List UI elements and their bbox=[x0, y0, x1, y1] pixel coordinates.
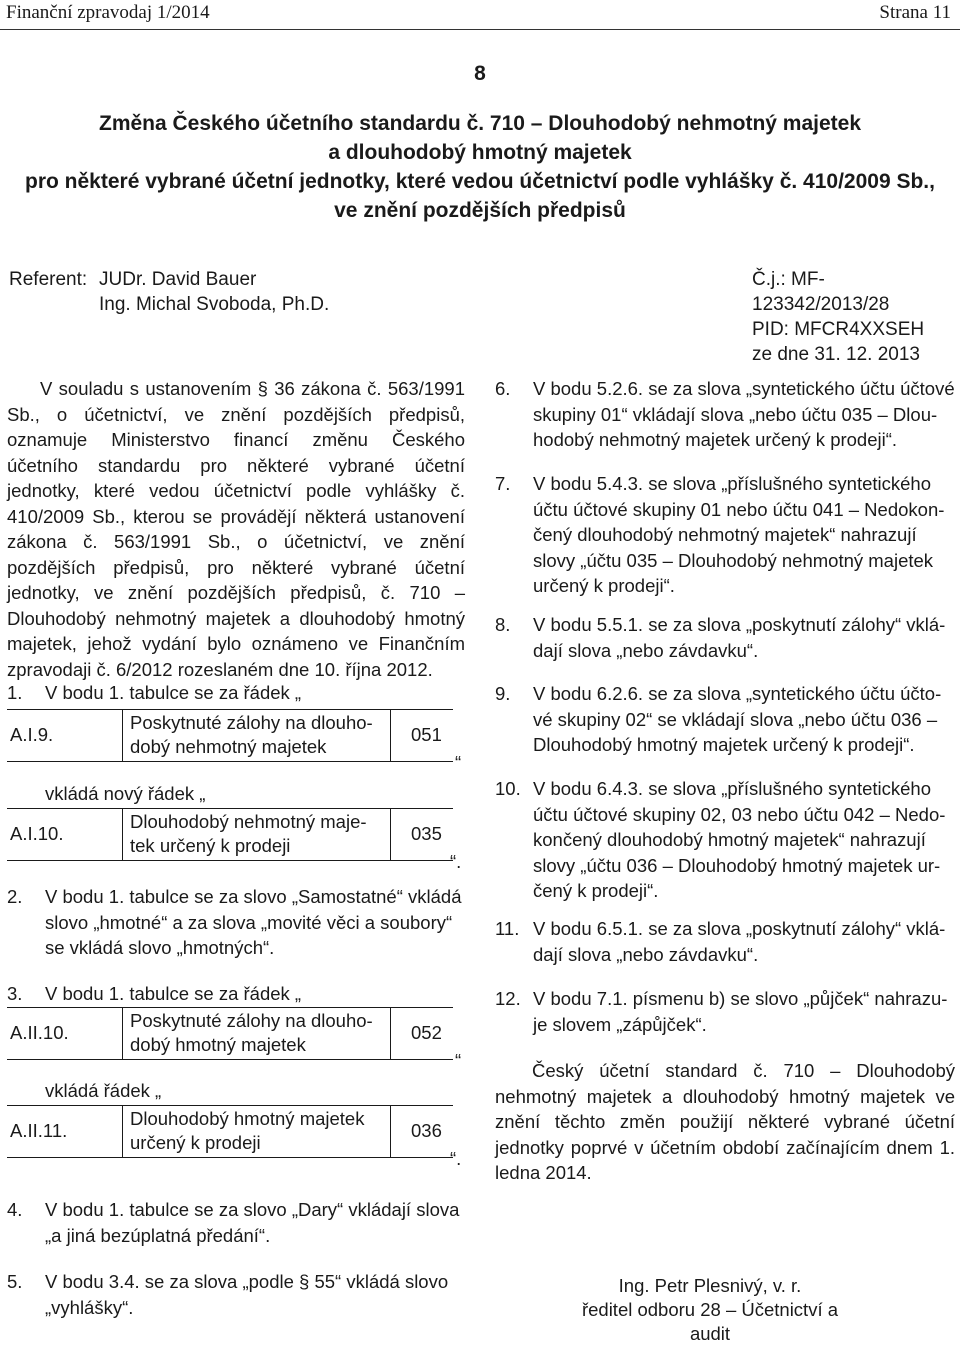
referent-name: JUDr. David Bauer bbox=[99, 269, 257, 290]
closing-quote: “. bbox=[450, 1148, 462, 1169]
table-border bbox=[7, 1007, 453, 1008]
item-line: účtu účtové skupiny 02, 03 nebo účtu 042 – Nedo- bbox=[533, 803, 946, 825]
table-border bbox=[122, 1105, 123, 1157]
referent-label: Referent: bbox=[9, 269, 88, 290]
item-line: slovy „účtu 036 – Dlouhodobý hmotný majetek ur- bbox=[533, 854, 941, 876]
table-value: 036 bbox=[411, 1120, 442, 1141]
item-line: čený dlouhodobý nehmotný majetek“ nahrazují bbox=[533, 524, 917, 545]
table-border bbox=[390, 1105, 391, 1157]
table-label bbox=[130, 711, 373, 759]
item-text: V bodu 1. tabulce se za řádek „ bbox=[45, 682, 302, 703]
table-code: A.II.11. bbox=[10, 1120, 68, 1141]
item-line: končený dlouhodobý hmotný majetek“ nahrazují bbox=[533, 829, 926, 850]
closing-quote: “. bbox=[450, 851, 462, 872]
item-number: 3. bbox=[7, 983, 23, 1004]
table-border bbox=[7, 1105, 453, 1106]
table-value: 035 bbox=[411, 823, 442, 844]
table-label-line: Poskytnuté zálohy na dlouho- bbox=[130, 712, 373, 733]
item-line: V bodu 7.1. písmenu b) se slovo „půjček“ nahrazu- bbox=[533, 988, 948, 1009]
item-line: slovo „hmotné“ a za slova „movité věci a soubory“ bbox=[45, 911, 453, 933]
item-line: se vkládá slovo „hmotných“. bbox=[45, 937, 275, 958]
item-line: V bodu 6.4.3. se slova „příslušného syntetického bbox=[533, 778, 931, 799]
referent-names bbox=[99, 267, 329, 317]
table-border bbox=[390, 709, 391, 761]
item-line: hodobý nehmotný majetek určený k prodeji“. bbox=[533, 429, 898, 450]
item-line: V bodu 5.4.3. se slova „příslušného syntetického bbox=[533, 473, 931, 494]
item-line: slovy „účtu 035 – Dlouhodobý nehmotný majetek bbox=[533, 549, 934, 571]
table-border bbox=[390, 808, 391, 860]
item-line: „vyhlášky“. bbox=[45, 1296, 134, 1318]
item-number: 12. bbox=[495, 988, 521, 1009]
table-border bbox=[7, 860, 453, 861]
item-number: 1. bbox=[7, 682, 23, 703]
item-number: 9. bbox=[495, 683, 511, 704]
title-line: a dlouhodobý hmotný majetek bbox=[328, 141, 632, 164]
table-value: 052 bbox=[411, 1022, 442, 1043]
table-border bbox=[7, 1059, 453, 1060]
table-border bbox=[7, 709, 453, 710]
signatory-role: ředitel odboru 28 – Účetnictví a audit bbox=[581, 1299, 839, 1344]
table-border bbox=[7, 1157, 453, 1158]
item-number: 4. bbox=[7, 1199, 23, 1220]
document-title bbox=[0, 109, 960, 225]
item-text bbox=[533, 986, 947, 1037]
item-text bbox=[45, 1269, 448, 1320]
header-divider bbox=[0, 29, 960, 30]
item-line: čený k prodeji“. bbox=[533, 880, 659, 901]
item-number: 7. bbox=[495, 473, 511, 494]
table-border bbox=[122, 808, 123, 860]
table-border bbox=[122, 709, 123, 761]
item-number: 11. bbox=[495, 918, 520, 939]
item-text bbox=[533, 471, 944, 599]
title-line: Změna Českého účetního standardu č. 710 – Dlouhodobý nehmotný majetek bbox=[99, 112, 861, 135]
item-text bbox=[45, 884, 462, 961]
closing-paragraph: Český účetní standard č. 710 – Dlouhodobý nehmotný majetek a dlouhodobý hmotný majetek ve znění těchto změn použijí některé vybrané účetní jednotky poprvé v účetním období začínajícím dnem 1. ledna 2014. bbox=[495, 1060, 955, 1183]
reference-number: Č.j.: MF-123342/2013/28 bbox=[752, 269, 890, 315]
item-line: V bodu 1. tabulce se za slovo „Samostatné“ vkládá bbox=[45, 886, 462, 907]
table-border bbox=[7, 808, 453, 809]
intro-paragraph: V souladu s ustanovením § 36 zákona č. 563/1991 Sb., o účetnictví, ve znění pozdějších předpisů, oznamuje Ministerstvo financí změnu Českého účetního standardu pro některé vybrané účetní jednotky, které vedou účetnictví podle vyhlášky č. 410/2009 Sb., kterou se provádějí některá ustanovení zákona č. 563/1991 Sb., o účetnictví, ve znění pozdějších předpisů, pro některé vybrané účetní jednotky, ve znění pozdějších předpisů, č. 710 – Dlouhodobý nehmotný majetek a dlouhodobý hmotný majetek, jehož vydání bylo oznámeno ve Finančním zpravodaji č. 6/2012 rozeslaném dne 10. října 2012. bbox=[7, 378, 465, 680]
item-line: V bodu 5.5.1. se za slova „poskytnutí zálohy“ vklá- bbox=[533, 614, 946, 635]
item-line: určený k prodeji“. bbox=[533, 575, 675, 596]
reference-date: ze dne 31. 12. 2013 bbox=[752, 344, 920, 365]
item-line: dají slova „nebo závdavku“. bbox=[533, 639, 759, 661]
item-line: účtu účtové skupiny 01 nebo účtu 041 – Nedokon- bbox=[533, 498, 945, 520]
item-line: V bodu 3.4. se za slova „podle § 55“ vkládá slovo bbox=[45, 1271, 449, 1292]
table-border bbox=[390, 1007, 391, 1059]
reference-pid: PID: MFCR4XXSEH bbox=[752, 319, 925, 340]
table-label bbox=[130, 810, 367, 858]
table-label-line: Dlouhodobý nehmotný maje- bbox=[130, 811, 367, 832]
item-line: je slovem „zápůjček“. bbox=[533, 1013, 707, 1035]
table-label bbox=[130, 1009, 373, 1057]
table-border bbox=[122, 1007, 123, 1059]
signature-block bbox=[560, 1274, 860, 1346]
table-code: A.I.9. bbox=[10, 724, 54, 745]
item-line: V bodu 1. tabulce se za slovo „Dary“ vkládají slova bbox=[45, 1199, 460, 1220]
journal-title: Finanční zpravodaj 1/2014 bbox=[6, 2, 210, 23]
item-number: 5. bbox=[7, 1271, 23, 1292]
item-text bbox=[533, 776, 945, 904]
signatory-name: Ing. Petr Plesnivý, v. r. bbox=[618, 1275, 802, 1296]
item-text: V bodu 1. tabulce se za řádek „ bbox=[45, 983, 302, 1004]
item-text bbox=[533, 916, 945, 967]
closing-quote: “ bbox=[455, 1050, 462, 1071]
table-label-line: dobý nehmotný majetek bbox=[130, 736, 327, 757]
table-value: 051 bbox=[411, 724, 442, 745]
item-line: „a jiná bezúplatná předání“. bbox=[45, 1224, 271, 1246]
table-label-line: dobý hmotný majetek bbox=[130, 1034, 306, 1055]
item-number: 6. bbox=[495, 378, 511, 399]
table-label-line: tek určený k prodeji bbox=[130, 835, 291, 856]
table-code: A.II.10. bbox=[10, 1022, 69, 1043]
item-number: 8. bbox=[495, 614, 511, 635]
item-line: V bodu 6.5.1. se za slova „poskytnutí zálohy“ vklá- bbox=[533, 918, 946, 939]
item-number: 2. bbox=[7, 886, 23, 907]
item-text: vkládá nový řádek „ bbox=[45, 783, 206, 804]
item-text bbox=[533, 612, 945, 663]
item-line: Dlouhodobý hmotný majetek určený k prodeji“. bbox=[533, 734, 915, 755]
item-line: V bodu 6.2.6. se za slova „syntetického účtu účto- bbox=[533, 683, 942, 704]
title-line: ve znění pozdějších předpisů bbox=[334, 199, 626, 222]
table-label-line: Dlouhodobý hmotný majetek bbox=[130, 1108, 365, 1129]
reference-block bbox=[752, 267, 960, 367]
title-line: pro některé vybrané účetní jednotky, které vedou účetnictví podle vyhlášky č. 410/2009 Sb., bbox=[25, 170, 935, 193]
item-text bbox=[533, 376, 955, 453]
referent-name: Ing. Michal Svoboda, Ph.D. bbox=[99, 294, 330, 315]
closing-quote: “ bbox=[455, 752, 462, 773]
item-line: V bodu 5.2.6. se za slova „syntetického účtu účtové bbox=[533, 378, 955, 399]
table-label-line: určený k prodeji bbox=[130, 1132, 261, 1153]
item-line: skupiny 01“ vkládají slova „nebo účtu 035 – Dlou- bbox=[533, 403, 938, 425]
item-line: vé skupiny 02“ se vkládají slova „nebo účtu 036 – bbox=[533, 708, 938, 730]
document-number: 8 bbox=[474, 62, 486, 85]
page-number: Strana 11 bbox=[879, 2, 951, 23]
item-number: 10. bbox=[495, 778, 521, 799]
item-text: vkládá řádek „ bbox=[45, 1080, 162, 1101]
table-label bbox=[130, 1107, 364, 1155]
table-label-line: Poskytnuté zálohy na dlouho- bbox=[130, 1010, 373, 1031]
item-text bbox=[45, 1197, 459, 1248]
item-line: dají slova „nebo závdavku“. bbox=[533, 943, 759, 965]
table-code: A.I.10. bbox=[10, 823, 64, 844]
table-border bbox=[7, 761, 453, 762]
item-text bbox=[533, 681, 941, 758]
